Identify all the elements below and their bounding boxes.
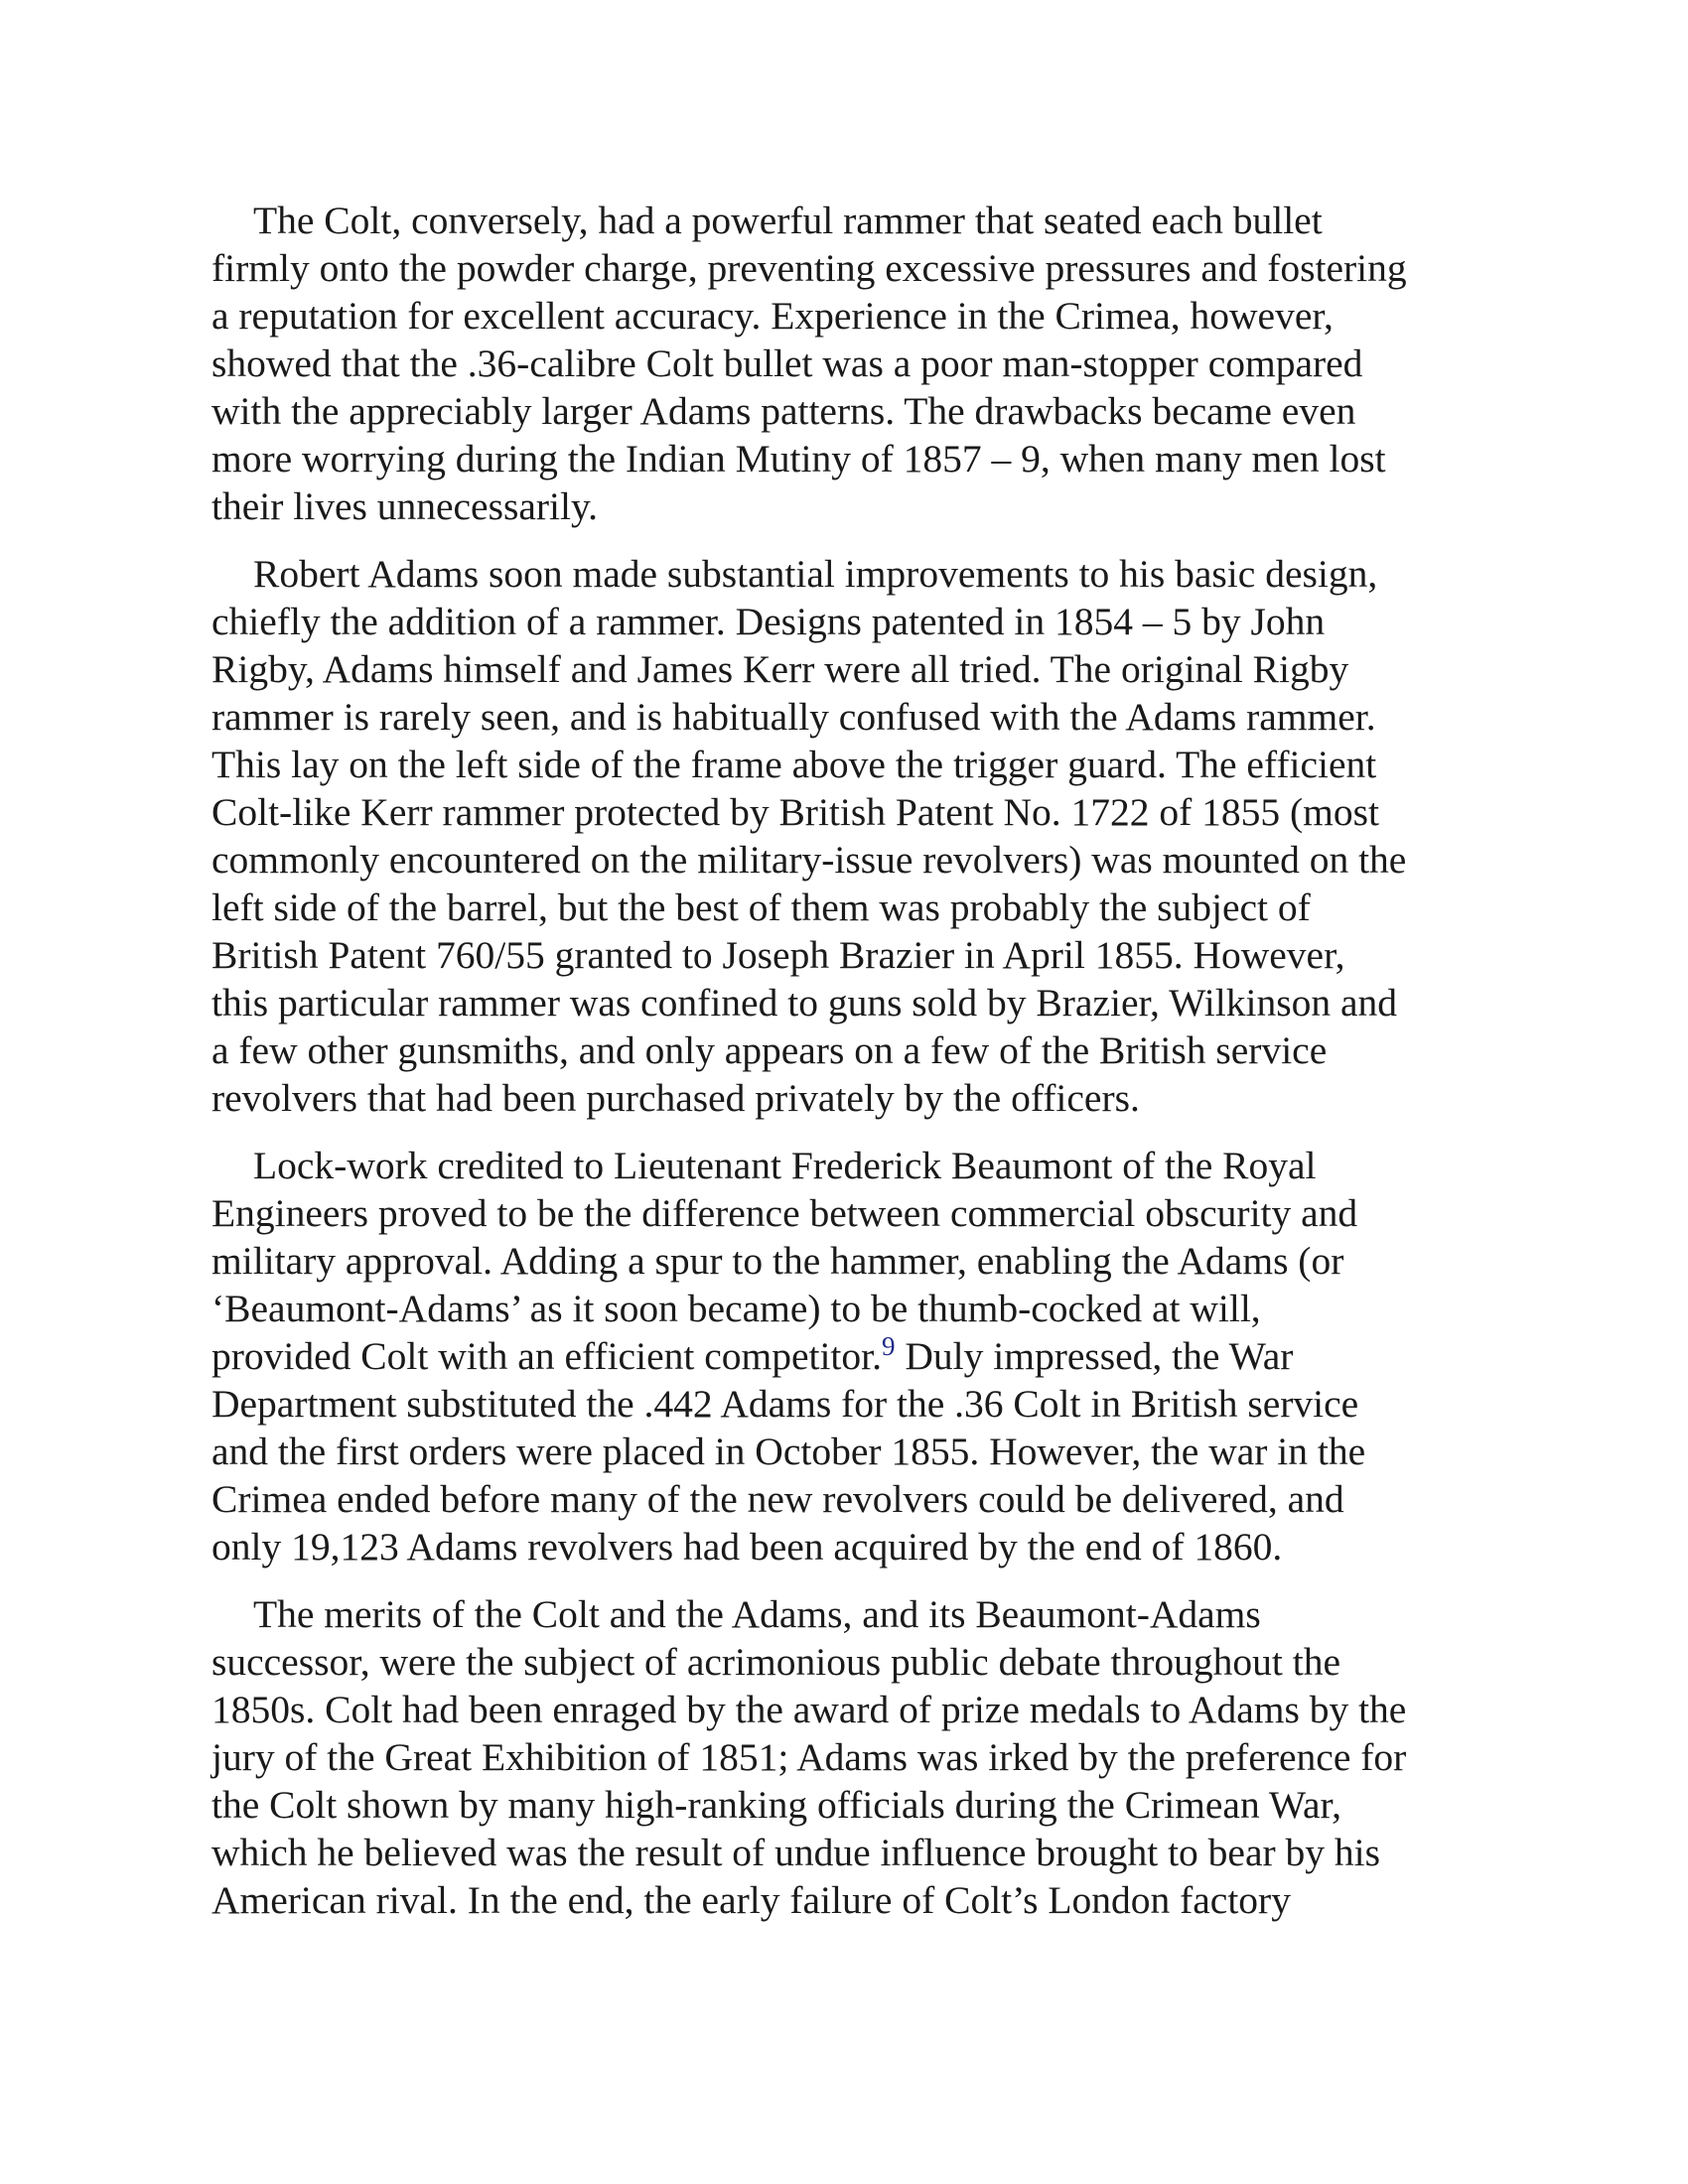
text-line: Rigby, Adams himself and James Kerr were all tried. The original Rigby [211, 647, 1349, 691]
footnote-reference-link[interactable]: 9 [882, 1330, 896, 1361]
text-line: This lay on the left side of the frame above the trigger guard. The efficient [211, 743, 1377, 786]
text-line: Lock-work credited to Lieutenant Frederick Beaumont of the Royal [253, 1144, 1317, 1187]
text-line: ‘Beaumont-Adams’ as it soon became) to be thumb-cocked at will, [211, 1287, 1261, 1330]
line-text-end: Duly impressed, the War [895, 1334, 1294, 1378]
text-line: a reputation for excellent accuracy. Experience in the Crimea, however, [211, 294, 1334, 338]
text-line: American rival. In the end, the early failure of Colt’s London factory [211, 1878, 1291, 1922]
text-line-with-footnote [170, 1332, 1502, 1380]
text-line: commonly encountered on the military-issue revolvers) was mounted on the [211, 838, 1407, 882]
text-line: jury of the Great Exhibition of 1851; Adams was irked by the preference for [211, 1735, 1407, 1779]
text-line: Engineers proved to be the difference between commercial obscurity and [211, 1191, 1358, 1235]
page-body [211, 197, 1502, 1944]
text-line: this particular rammer was confined to guns sold by Brazier, Wilkinson and [211, 981, 1397, 1024]
text-line: only 19,123 Adams revolvers had been acquired by the end of 1860. [211, 1525, 1283, 1569]
text-line: Robert Adams soon made substantial improvements to his basic design, [253, 552, 1378, 596]
text-line: British Patent 760/55 granted to Joseph Brazier in April 1855. However, [211, 933, 1345, 977]
text-line: with the appreciably larger Adams patterns. The drawbacks became even [211, 389, 1356, 433]
text-line: showed that the .36-calibre Colt bullet was a poor man-stopper compared [211, 341, 1363, 385]
text-line: The Colt, conversely, had a powerful rammer that seated each bullet [253, 199, 1323, 242]
text-line: the Colt shown by many high-ranking officials during the Crimean War, [211, 1783, 1341, 1827]
paragraph-colt-rammer [211, 197, 1502, 530]
text-line: left side of the barrel, but the best of them was probably the subject of [211, 886, 1311, 929]
text-line: Crimea ended before many of the new revolvers could be delivered, and [211, 1477, 1344, 1521]
text-line: which he believed was the result of undue influence brought to bear by his [211, 1831, 1380, 1874]
text-line: revolvers that had been purchased privately by the officers. [211, 1076, 1140, 1120]
text-line: their lives unnecessarily. [211, 484, 599, 528]
text-line: rammer is rarely seen, and is habitually confused with the Adams rammer. [211, 695, 1376, 739]
text-line: Department substituted the .442 Adams for the .36 Colt in British service [211, 1382, 1359, 1426]
text-line: successor, were the subject of acrimonious public debate throughout the [211, 1640, 1340, 1684]
text-line: military approval. Adding a spur to the hammer, enabling the Adams (or [211, 1239, 1344, 1283]
text-line: 1850s. Colt had been enraged by the award of prize medals to Adams by the [211, 1688, 1407, 1731]
paragraph-colt-adams-debate [211, 1590, 1502, 1924]
text-line: The merits of the Colt and the Adams, and its Beaumont-Adams [253, 1592, 1261, 1636]
paragraph-beaumont-lockwork [211, 1142, 1502, 1570]
text-line: chiefly the addition of a rammer. Designs patented in 1854 – 5 by John [211, 600, 1326, 643]
text-line: a few other gunsmiths, and only appears on a few of the British service [211, 1028, 1328, 1072]
paragraph-adams-improvements [211, 550, 1502, 1122]
text-line: Colt-like Kerr rammer protected by British Patent No. 1722 of 1855 (most [211, 790, 1379, 834]
line-text-start: provided Colt with an efficient competitor. [211, 1334, 883, 1378]
text-line: more worrying during the Indian Mutiny of 1857 – 9, when many men lost [211, 437, 1386, 480]
text-line: and the first orders were placed in October 1855. However, the war in the [211, 1430, 1366, 1473]
text-line: firmly onto the powder charge, preventing excessive pressures and fostering [211, 246, 1407, 290]
